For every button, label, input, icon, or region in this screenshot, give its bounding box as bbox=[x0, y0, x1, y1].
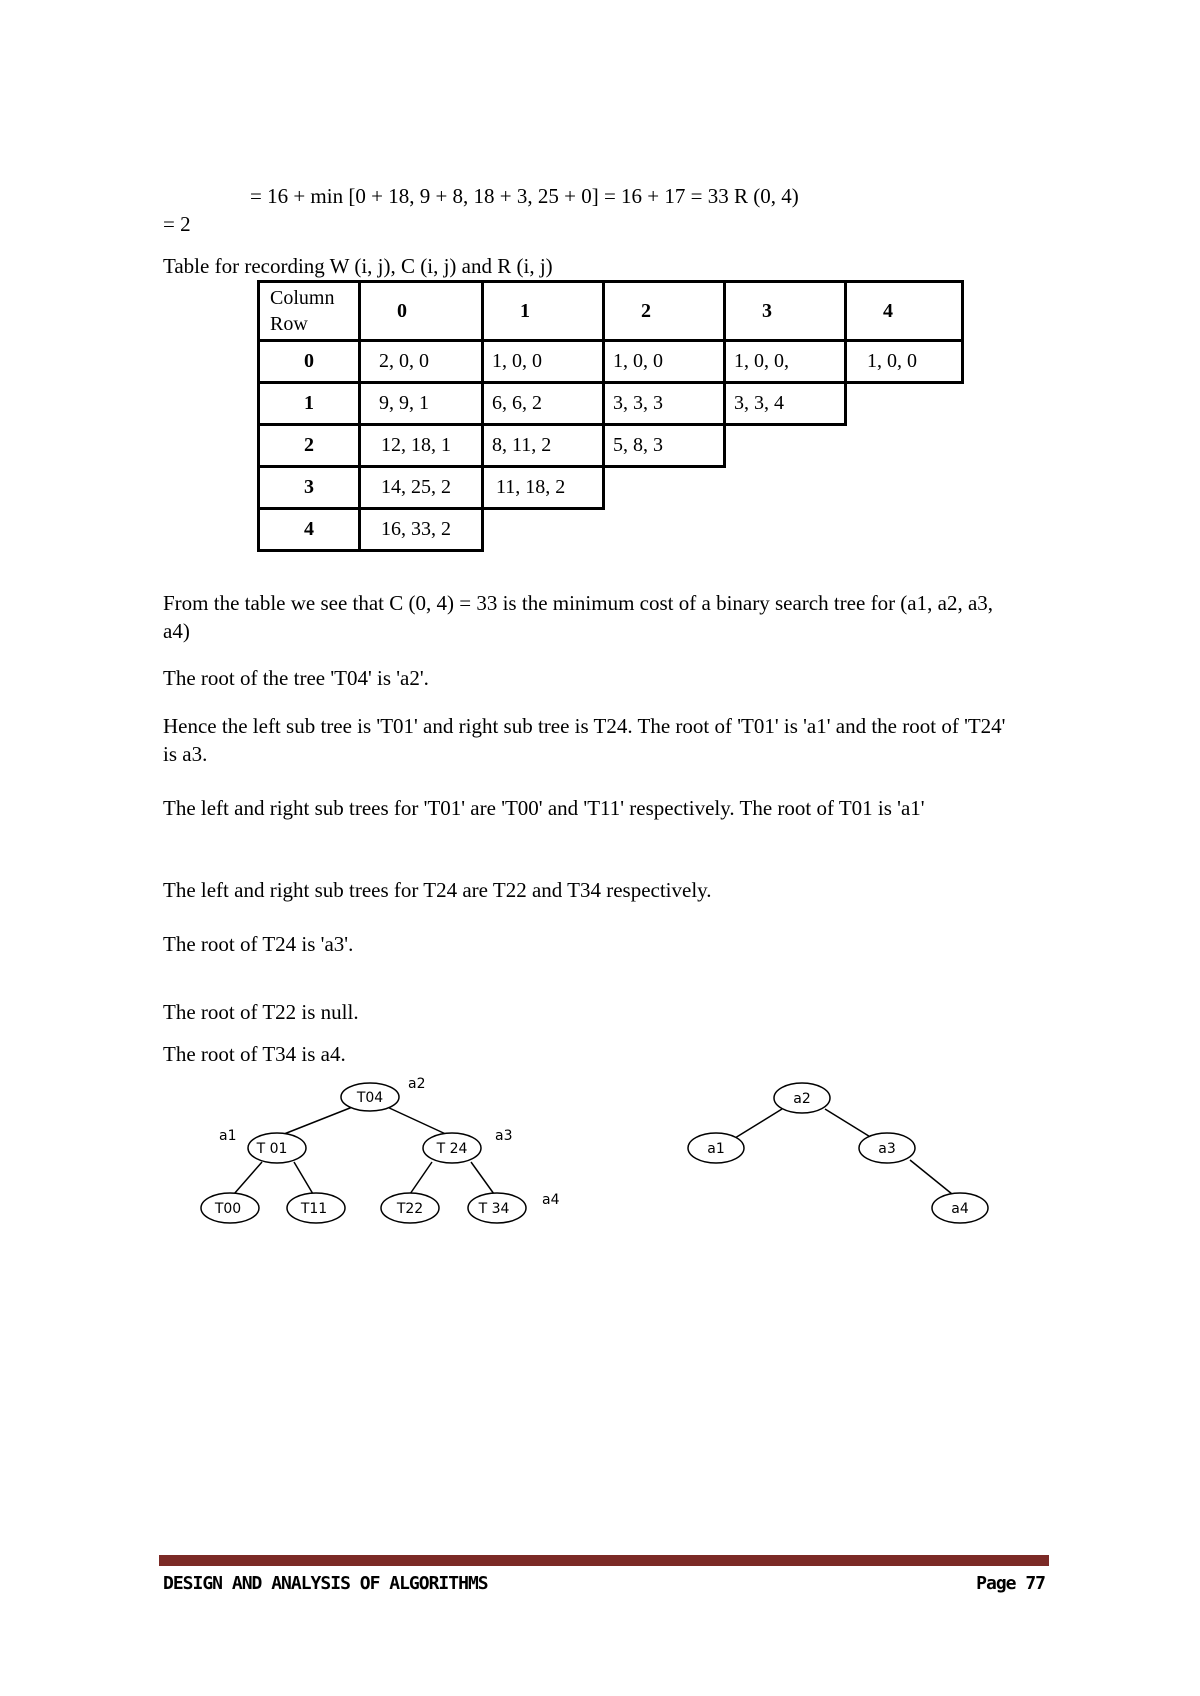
table-caption: Table for recording W (i, j), C (i, j) and R (i, j) bbox=[163, 254, 553, 278]
paragraph-t24-subtrees: The left and right sub trees for T24 are T22 and T34 respectively. bbox=[163, 878, 712, 902]
col-header: 2 bbox=[604, 282, 725, 341]
table-cell: 14, 25, 2 bbox=[360, 467, 483, 509]
col-header: 4 bbox=[846, 282, 963, 341]
annotation-a2: a2 bbox=[408, 1076, 426, 1092]
tree-node-label: T04 bbox=[356, 1090, 384, 1106]
row-header: 2 bbox=[259, 425, 360, 467]
table-cell: 3, 3, 3 bbox=[604, 383, 725, 425]
tree-node-label: T 34 bbox=[478, 1201, 510, 1217]
row-header: 4 bbox=[259, 509, 360, 551]
annotation-a3: a3 bbox=[495, 1128, 513, 1144]
col-header: 3 bbox=[725, 282, 846, 341]
tree-node-label: T 24 bbox=[436, 1141, 468, 1157]
table-cell: 6, 6, 2 bbox=[483, 383, 604, 425]
page-number: Page 77 bbox=[976, 1573, 1045, 1594]
table-cell: 2, 0, 0 bbox=[360, 341, 483, 383]
tree-node-label: a2 bbox=[793, 1091, 811, 1107]
table-cell: 1, 0, 0, bbox=[725, 341, 846, 383]
footer-rule bbox=[159, 1555, 1049, 1566]
table-cell: 5, 8, 3 bbox=[604, 425, 725, 467]
table-cell: 11, 18, 2 bbox=[483, 467, 604, 509]
right-tree-nodes bbox=[688, 1083, 988, 1223]
corner-row-label: Row bbox=[270, 313, 308, 335]
paragraph-root-t04: The root of the tree 'T04' is 'a2'. bbox=[163, 666, 429, 690]
tree-node-label: a1 bbox=[707, 1141, 725, 1157]
tree-node-label: T11 bbox=[300, 1201, 328, 1217]
table-cell: 1, 0, 0 bbox=[483, 341, 604, 383]
row-header: 1 bbox=[259, 383, 360, 425]
table-cell: 9, 9, 1 bbox=[360, 383, 483, 425]
paragraph-root-t24: The root of T24 is 'a3'. bbox=[163, 932, 354, 956]
col-header: 0 bbox=[360, 282, 483, 341]
table-cell: 1, 0, 0 bbox=[846, 341, 963, 383]
paragraph-subtrees: Hence the left sub tree is 'T01' and right sub tree is T24. The root of 'T01' is 'a1' and the root of 'T24' is a3. bbox=[163, 714, 1006, 766]
row-header: 3 bbox=[259, 467, 360, 509]
table-cell: 1, 0, 0 bbox=[604, 341, 725, 383]
table-cell: 3, 3, 4 bbox=[725, 383, 846, 425]
tree-node-label: a3 bbox=[878, 1141, 896, 1157]
formula-continuation: = 2 bbox=[163, 212, 191, 236]
footer-title: DESIGN AND ANALYSIS OF ALGORITHMS bbox=[163, 1573, 488, 1594]
tree-node-label: T22 bbox=[396, 1201, 424, 1217]
formula-line: = 16 + min [0 + 18, 9 + 8, 18 + 3, 25 + 0] = 16 + 17 = 33 R (0, 4) bbox=[250, 184, 799, 208]
tree-node-label: a4 bbox=[951, 1201, 969, 1217]
annotation-a4: a4 bbox=[542, 1192, 560, 1208]
tree-node-label: T 01 bbox=[256, 1141, 288, 1157]
tree-node-label: T00 bbox=[214, 1201, 242, 1217]
paragraph-t01-subtrees: The left and right sub trees for 'T01' are 'T00' and 'T11' respectively. The root of T01 is 'a1' bbox=[163, 796, 925, 820]
paragraph-min-cost: From the table we see that C (0, 4) = 33 is the minimum cost of a binary search tree for (a1, a2, a3, a4) bbox=[163, 591, 994, 643]
annotation-a1: a1 bbox=[219, 1128, 237, 1144]
right-tree-labels bbox=[707, 1091, 969, 1217]
row-header: 0 bbox=[259, 341, 360, 383]
paragraph-root-t22: The root of T22 is null. bbox=[163, 1000, 359, 1024]
table-cell: 12, 18, 1 bbox=[360, 425, 483, 467]
corner-column-label: Column bbox=[270, 287, 335, 309]
right-tree-edges bbox=[735, 1109, 952, 1194]
table-cell: 16, 33, 2 bbox=[360, 509, 483, 551]
paragraph-root-t34: The root of T34 is a4. bbox=[163, 1042, 346, 1066]
table-cell: 8, 11, 2 bbox=[483, 425, 604, 467]
col-header: 1 bbox=[483, 282, 604, 341]
